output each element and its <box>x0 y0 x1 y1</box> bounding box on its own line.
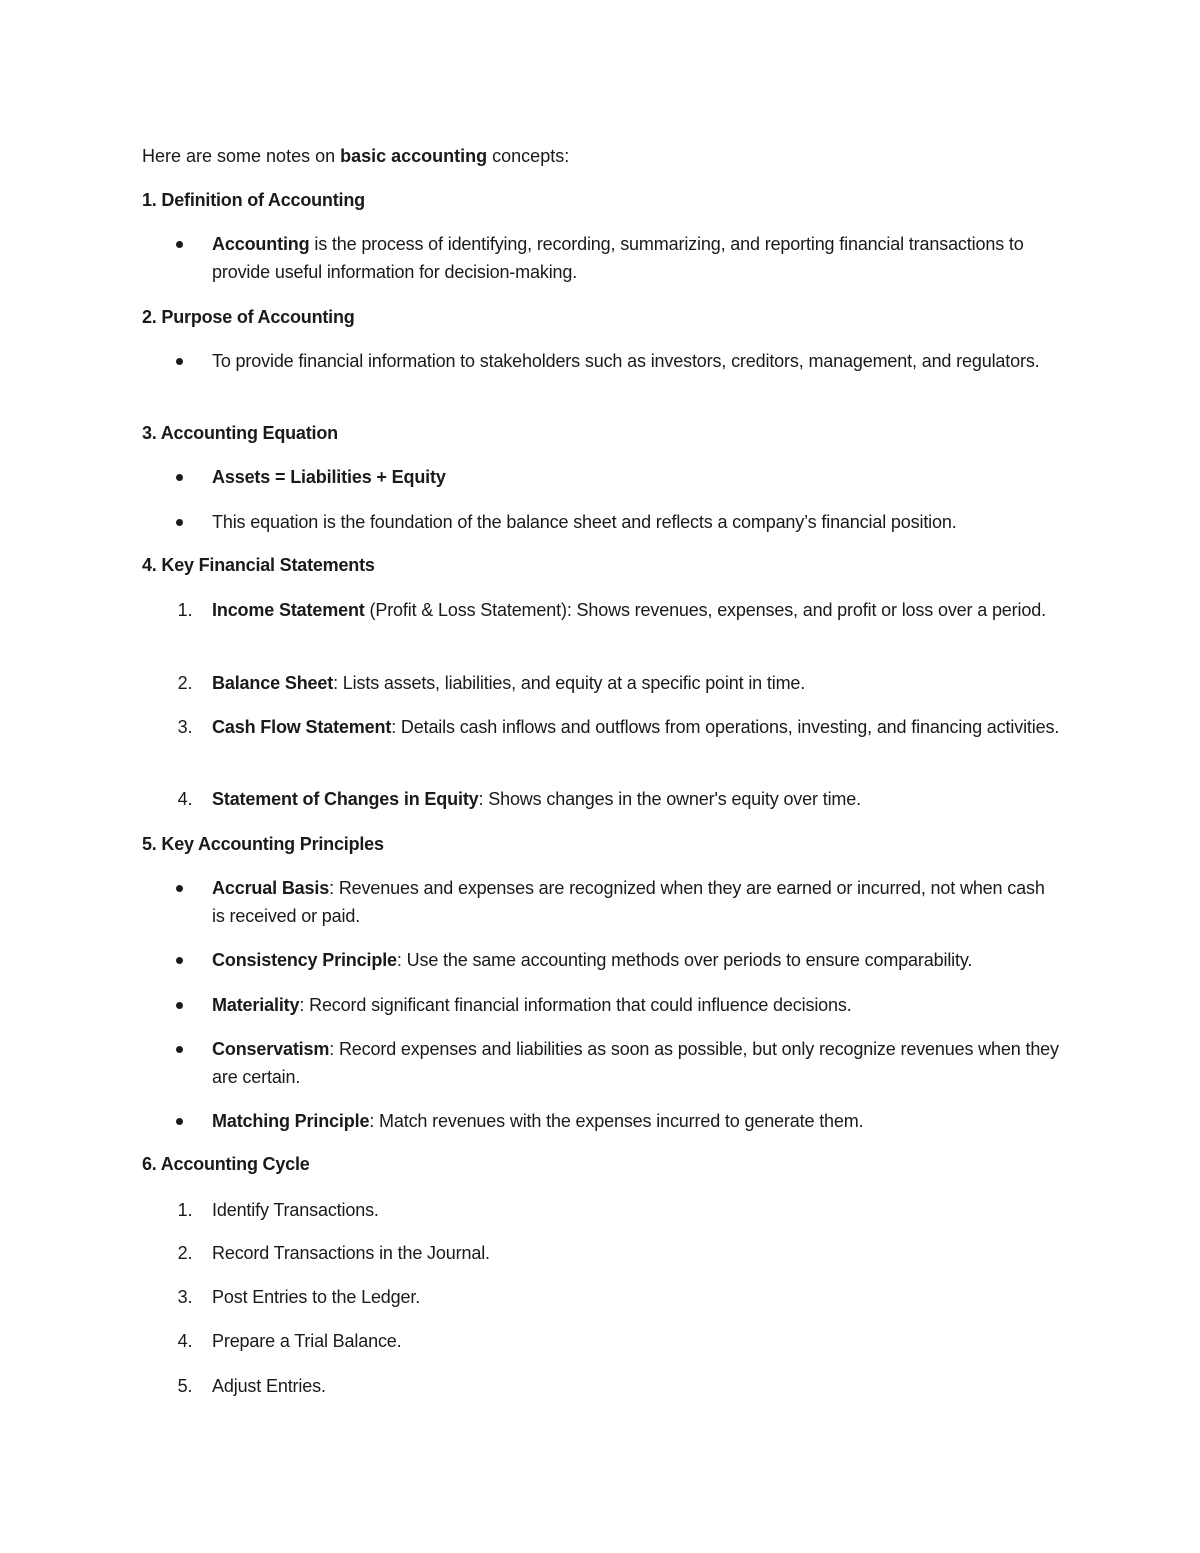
bullet-icon <box>176 1118 183 1125</box>
bullet-item: Assets = Liabilities + Equity <box>212 463 1062 491</box>
numbered-item: 5. Adjust Entries. <box>212 1372 1062 1400</box>
numbered-item: 1. Identify Transactions. <box>212 1196 1062 1224</box>
bullet-item: To provide financial information to stakeholders such as investors, creditors, management, and regulators. <box>212 347 1062 375</box>
list-number: 1. <box>177 1200 193 1220</box>
bullet-icon <box>176 1046 183 1053</box>
numbered-item: 1. Income Statement (Profit & Loss Statement): Shows revenues, expenses, and profit or loss over a period. <box>212 596 1062 624</box>
numbered-item: 2. Balance Sheet: Lists assets, liabilities, and equity at a specific point in time. <box>212 669 1062 697</box>
section-heading-equation: 3. Accounting Equation <box>142 423 338 443</box>
bullet-icon <box>176 885 183 892</box>
bullet-icon <box>176 358 183 365</box>
section-heading-statements: 4. Key Financial Statements <box>142 555 375 575</box>
numbered-item: 3. Cash Flow Statement: Details cash inflows and outflows from operations, investing, and financing activities. <box>212 713 1062 741</box>
numbered-item: 3. Post Entries to the Ledger. <box>212 1283 1062 1311</box>
list-number: 3. <box>177 1287 193 1307</box>
bullet-item: Matching Principle: Match revenues with the expenses incurred to generate them. <box>212 1107 1062 1135</box>
section-heading-definition: 1. Definition of Accounting <box>142 190 365 210</box>
bullet-item: This equation is the foundation of the balance sheet and reflects a company’s financial position. <box>212 508 1062 536</box>
bullet-icon <box>176 957 183 964</box>
numbered-item: 4. Prepare a Trial Balance. <box>212 1327 1062 1355</box>
list-number: 2. <box>177 673 193 693</box>
list-number: 1. <box>177 600 193 620</box>
bullet-item: Materiality: Record significant financial information that could influence decisions. <box>212 991 1062 1019</box>
list-number: 4. <box>177 1331 193 1351</box>
list-number: 5. <box>177 1376 193 1396</box>
section-heading-principles: 5. Key Accounting Principles <box>142 834 384 854</box>
bullet-icon <box>176 241 183 248</box>
numbered-item: 4. Statement of Changes in Equity: Shows changes in the owner's equity over time. <box>212 785 1062 813</box>
bullet-icon <box>176 474 183 481</box>
intro-paragraph: Here are some notes on basic accounting concepts: <box>142 146 570 166</box>
bullet-item: Accrual Basis: Revenues and expenses are recognized when they are earned or incurred, not when cash is received or paid. <box>212 874 1062 930</box>
list-number: 2. <box>177 1243 193 1263</box>
bullet-item: Conservatism: Record expenses and liabilities as soon as possible, but only recognize revenues when they are certain. <box>212 1035 1062 1091</box>
list-number: 4. <box>177 789 193 809</box>
bullet-item: Consistency Principle: Use the same accounting methods over periods to ensure comparability. <box>212 946 1062 974</box>
section-heading-cycle: 6. Accounting Cycle <box>142 1154 310 1174</box>
bullet-icon <box>176 519 183 526</box>
list-number: 3. <box>177 717 193 737</box>
section-heading-purpose: 2. Purpose of Accounting <box>142 307 355 327</box>
numbered-item: 2. Record Transactions in the Journal. <box>212 1239 1062 1267</box>
bullet-item: Accounting is the process of identifying, recording, summarizing, and reporting financial transactions to provide useful information for decision-making. <box>212 230 1062 286</box>
bullet-icon <box>176 1002 183 1009</box>
